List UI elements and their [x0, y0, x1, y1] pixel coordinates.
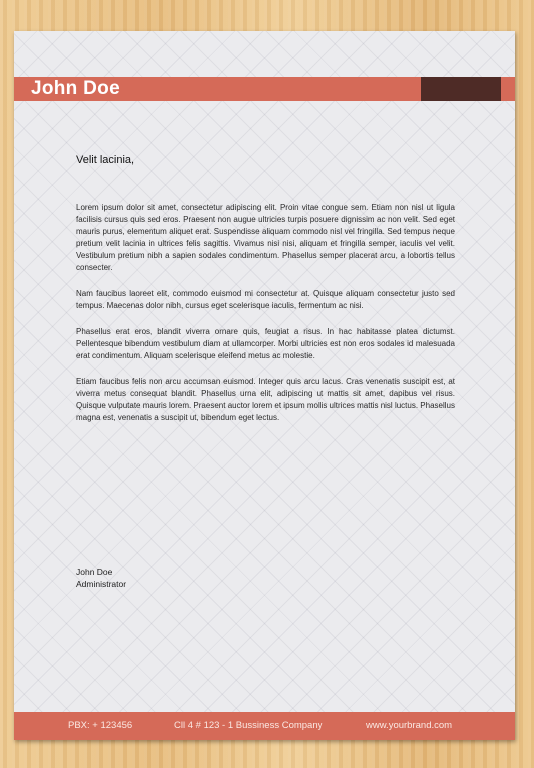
header-name: John Doe	[31, 78, 120, 99]
footer-phone: PBX: + 123456	[68, 720, 133, 731]
salutation: Velit lacinia,	[76, 154, 135, 166]
body-paragraph: Lorem ipsum dolor sit amet, consectetur adipiscing elit. Proin vitae congue sem. Etiam non nisl ut ligula facilisis cursus quis sed eros. Praesent non augue ultricies turpis posuere dignissim ac non velit. Sed eget mauris purus, elementum aliquet erat. Suspendisse aliquam commodo nisl vel fringilla. Sed tempus neque pretium velit lacinia in ultrices felis sagittis. Vivamus nisi nisi, aliquam et fringilla semper, iaculis vel velit. Vestibulum pretium nibh a sapien sodales condimentum. Phasellus semper placerat arcu, a lobortis tellus consecter.	[76, 203, 455, 272]
body-paragraph: Nam faucibus laoreet elit, commodo euismod mi consectetur at. Quisque aliquam consectetur justo sed tempus. Maecenas dolor nibh, cursus eget scelerisque iaculis, fermentum ac nisi.	[76, 289, 455, 310]
header-accent-block	[421, 77, 501, 101]
header-bar	[14, 77, 515, 101]
footer-website[interactable]: www.yourbrand.com	[366, 720, 453, 731]
signature-title: Administrator	[76, 579, 127, 589]
footer-bar	[14, 712, 515, 740]
letter-body	[76, 202, 455, 438]
footer-address: Cll 4 # 123 - 1 Bussiness Company	[174, 720, 323, 731]
letterhead-page	[14, 31, 515, 740]
signature-block	[76, 566, 126, 590]
body-paragraph: Phasellus erat eros, blandit viverra ornare quis, feugiat a risus. In hac habitasse platea dictumst. Pellentesque bibendum vestibulum diam at ullamcorper. Morbi ultricies est non eros sodales id malesuada erat condimentum. Aliquam scelerisque eleifend metus ac molestie.	[76, 327, 455, 360]
body-paragraph: Etiam faucibus felis non arcu accumsan euismod. Integer quis arcu lacus. Cras venenatis suscipit est, at viverra metus consequat blandit. Phasellus urna elit, adipiscing ut mattis sit amet, dapibus vel risus. Quisque vulputate mauris lorem. Praesent auctor lorem et ipsum mollis ultrices mattis nisl luctus. Phasellus magna est, venenatis a suscipit ut, bibendum eget lectus.	[76, 377, 455, 422]
signature-name: John Doe	[76, 567, 113, 577]
